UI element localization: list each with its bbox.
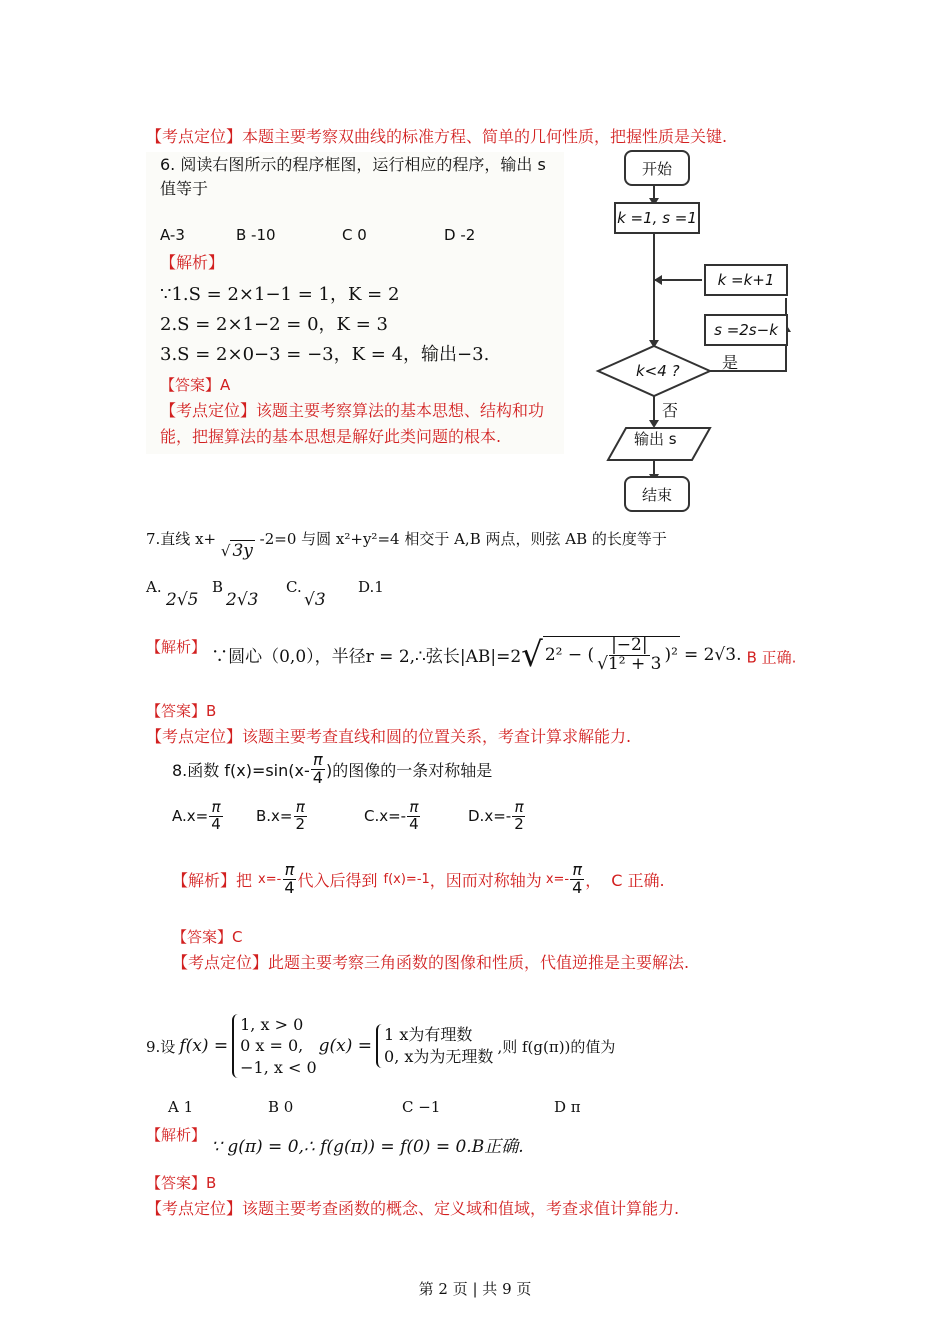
flow-yes-label: 是 (722, 353, 739, 372)
flow-start-label: 开始 (641, 159, 672, 178)
jiexi-label: 【解析】 (146, 638, 207, 656)
q8-opt-a: A.x= (172, 807, 209, 826)
kaodian-text: 本题主要考察双曲线的标准方程、简单的几何性质，把握性质是关键. (242, 127, 728, 146)
q8-jiexi-h: C 正确. (611, 870, 665, 890)
q8-stem-b: )的图像的一条对称轴是 (325, 760, 493, 780)
denominator: 4 (409, 814, 419, 833)
answer-value: B (206, 702, 217, 720)
q7-jiexi: 【解析】 ∵圆心（0,0），半径r = 2,∴弦长|AB|=2 √ 2² − ( $\frac{|-2|}{\text{√1² + 3}}$ )² = 2√3. B 正确. (146, 634, 797, 675)
q9-f-case1: 1, x > 0 (240, 1014, 304, 1034)
q6-step1: ∵1.S = 2×1−1 = 1，K = 2 (160, 284, 400, 305)
denominator: 4 (284, 877, 295, 897)
q9-f-case2: 0 x = 0, (240, 1036, 304, 1056)
q8-opt-d: D.x=- (468, 807, 512, 826)
q9-g-case2: 0, x为为无理数 (384, 1047, 494, 1066)
flow-output-label: 输出 s (634, 430, 677, 448)
answer-label: 【答案】 (146, 702, 207, 720)
kaodian-label: 【考点定位】 (146, 127, 243, 146)
q7-jiexi-a: ∵圆心（0,0），半径r = 2,∴弦长|AB|=2 (211, 647, 522, 668)
q6-kaodian-line2: 能，把握算法的基本思想是解好此类问题的根本. (160, 427, 502, 446)
pi-symbol: π (572, 860, 582, 879)
q6-option-c: C 0 (342, 226, 367, 244)
pi-symbol: π (409, 798, 419, 816)
q6-kaodian-line1 (160, 398, 544, 421)
kaodian-text: 该题主要考察算法的基本思想、结构和功 (256, 401, 545, 420)
q7-opt-c-label: C. (286, 578, 302, 596)
kaodian-text: 该题主要考查直线和圆的位置关系，考查计算求解能力. (242, 727, 632, 746)
answer-value: A (220, 376, 231, 394)
flow-decision-label: k<4 ? (636, 362, 680, 380)
answer-label: 【答案】 (160, 376, 221, 394)
denominator: 4 (312, 767, 323, 787)
kaodian-label: 【考点定位】 (172, 953, 269, 972)
flow-start-box (624, 150, 690, 186)
answer-label: 【答案】 (146, 1174, 207, 1192)
pi-symbol: π (313, 750, 323, 769)
q7-stem-b: -2=0 与圆 x²+y²=4 相交于 A,B 两点，则弦 AB 的长度等于 (259, 530, 667, 548)
q6-stem-line1: 6. 阅读右图所示的程序框图，运行相应的程序，输出 s (160, 155, 546, 174)
pi-symbol: π (514, 798, 524, 816)
q8-stem (172, 752, 492, 787)
q7-opt-b-label: B (212, 578, 224, 596)
q9-opt-d: D π (554, 1098, 581, 1116)
q9-fx: f(x) = (179, 1036, 229, 1056)
q8-options (172, 800, 552, 846)
q9-options (168, 1098, 608, 1120)
flow-update-k-label: k =k+1 (717, 271, 775, 289)
flow-update-k-box (704, 264, 788, 296)
kaodian-label: 【考点定位】 (146, 727, 243, 746)
q7-kaodian (146, 724, 631, 747)
q7-jiexi-num: |−2| (611, 635, 648, 655)
q6-jiexi-label: 【解析】 (160, 253, 225, 272)
pi-symbol: π (295, 798, 305, 816)
q7-opt-a-val: 2√5 (166, 590, 199, 610)
answer-value: C (232, 928, 243, 946)
q8-jiexi-g: ， (585, 870, 602, 890)
q9-opt-c: C −1 (402, 1098, 441, 1116)
answer-value: B (206, 1174, 217, 1192)
q6-option-a: A-3 (160, 226, 185, 244)
q8-answer (172, 926, 243, 947)
q8-jiexi-d: f(x)=-1 (383, 871, 430, 887)
q9-jiexi-text: ∵ g(π) = 0,∴ f(g(π)) = f(0) = 0.B正确. (211, 1137, 524, 1157)
q7-jiexi-close: )² (664, 645, 678, 666)
q7-opt-d: D.1 (358, 578, 384, 596)
q7-stem: 7.直线 x+ √ 3y -2=0 与圆 x²+y²=4 相交于 A,B 两点，则弦 AB 的长度等于 (146, 530, 667, 561)
q6-answer (160, 374, 230, 395)
denominator: 4 (572, 877, 583, 897)
q7-jiexi-tail: B 正确. (746, 648, 797, 667)
q8-opt-c: C.x=- (364, 807, 407, 826)
denominator: 4 (211, 814, 221, 833)
denominator: 2 (295, 814, 306, 833)
q7-opt-b-val: 2√3 (226, 590, 259, 610)
q8-kaodian (172, 950, 689, 973)
q9-f-case3: −1, x < 0 (240, 1057, 317, 1077)
q7-stem-a: 7.直线 x+ (146, 530, 217, 548)
q7-opt-c-val: √3 (304, 590, 326, 610)
kaodian-text: 该题主要考查函数的概念、定义域和值域，考查求值计算能力. (242, 1199, 680, 1218)
q9-jiexi (146, 1124, 524, 1157)
flow-end-box (624, 476, 690, 512)
q8-opt-b: B.x= (256, 807, 293, 826)
q7-jiexi-den: √1² + 3 (597, 653, 662, 674)
q8-jiexi-a: 把 (236, 870, 253, 890)
q9-opt-b: B 0 (268, 1098, 294, 1116)
pi-symbol: π (211, 798, 221, 816)
q8-jiexi (172, 862, 665, 897)
q6-step3: 3.S = 2×0−3 = −3，K = 4，输出−3. (160, 344, 490, 365)
flow-update-s-box (704, 314, 788, 346)
denominator: 2 (514, 814, 524, 833)
flow-update-s-label: s =2s−k (714, 321, 778, 339)
q9-answer (146, 1172, 216, 1193)
jiexi-label: 【解析】 (172, 870, 237, 890)
q7-options (146, 578, 566, 612)
flow-init-label: k =1, s =1 (617, 209, 697, 227)
flow-end-label: 结束 (641, 485, 672, 504)
q6-step2: 2.S = 2×1−2 = 0，K = 3 (160, 314, 388, 335)
q9-stem-b: ,则 f(g(π))的值为 (497, 1037, 616, 1056)
kaodian-text: 此题主要考察三角函数的图像和性质，代值逆推是主要解法. (268, 953, 690, 972)
q7-answer (146, 700, 216, 721)
q9-opt-a: A 1 (168, 1098, 194, 1116)
q7-stem-sqrt: 3y (232, 541, 253, 561)
kaodian-label: 【考点定位】 (146, 1199, 243, 1218)
q9-g-case1: 1 x为有理数 (384, 1025, 473, 1045)
jiexi-label: 【解析】 (146, 1126, 207, 1144)
q7-jiexi-result: = 2√3. (683, 644, 742, 665)
q7-jiexi-inner: 2² − ( (544, 645, 595, 666)
q8-jiexi-c: 代入后得到 (297, 870, 378, 890)
q7-opt-a-label: A. (146, 578, 162, 596)
kaodian-label: 【考点定位】 (160, 401, 257, 420)
q8-jiexi-e: ，因而对称轴为 (429, 870, 542, 890)
flow-init-box (614, 202, 700, 234)
page-footer: 第 2 页 | 共 9 页 (418, 1280, 532, 1298)
q8-jiexi-b: x=- (258, 871, 282, 887)
q8-jiexi-f: x=- (545, 871, 570, 887)
q8-stem-a: 8.函数 f(x)=sin(x- (172, 760, 310, 780)
q6-stem-line2: 值等于 (160, 179, 209, 198)
pi-symbol: π (284, 860, 295, 879)
q9-gx: g(x) = (318, 1036, 373, 1056)
q6-option-b: B -10 (236, 226, 276, 244)
flow-no-label: 否 (662, 401, 679, 420)
q6-option-d: D -2 (444, 226, 476, 244)
q9-stem-a: 9.设 (146, 1037, 176, 1056)
q9-kaodian (146, 1196, 679, 1219)
q9-stem (146, 1006, 615, 1086)
answer-label: 【答案】 (172, 928, 233, 946)
